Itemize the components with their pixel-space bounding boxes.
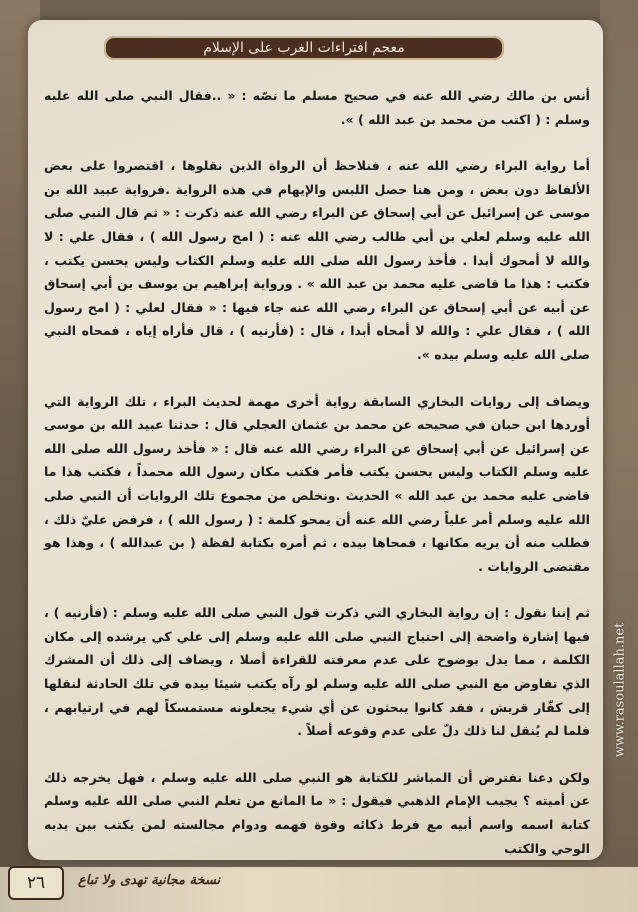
paragraph-5: ولكن دعنا نفترض أن المباشر للكتابة هو النبي صلى الله عليه وسلم ، فهل يخرجه ذلك عن أميته ؟ يجيب الإمام الذهبي فيقول : « ما المانع من تعلم النبي صلى الله عليه وسلم كتابة اسمه واسم أبيه مع فرط ذكائه وقوة فهمه ودوام مجالسته لمن يكتب بين يديه الوحي والكتب	[44, 769, 590, 856]
footer-tagline: نسخة مجانية تهدى ولا تباع	[78, 873, 221, 888]
paragraph-2: أما رواية البراء رضي الله عنه ، فنلاحظ أن الرواة الذين نقلوها ، اقتصروا على بعض الألفاظ دون بعض ، ومن هنا حصل اللبس والإيهام في هذه الرواية .فرواية عبيد الله بن موسى عن إسرائيل عن أبي إسحاق عن البراء رضي الله عنه ذكرت : « ثم قال النبي صلى الله عليه وسلم لعلي بن أبي طالب رضي الله عنه : ( امح رسول الله ) ، فقال علي : لا والله لا أمحوك أبدا . فأخذ رسول الله صلى الله عليه وسلم الكتاب وليس يحسن يكتب ، فكتب : هذا ما قاضى عليه محمد بن عبد الله » . ورواية إبراهيم بن يوسف بن أبي إسحاق عن أبيه عن أبي إسحاق عن البراء رضي الله عنه جاء فيها : « فقال لعلي : ( امح رسول الله ) ، فقال علي : والله لا أمحاه أبدا ، قال : (فأرنيه ) ، قال فأراه إياه ، فمحاه النبي صلى الله عليه وسلم بيده ».	[44, 158, 590, 362]
page-title: معجم افتراءات الغرب على الإسلام	[203, 40, 405, 56]
header-title-banner	[104, 36, 504, 60]
website-url-text: www.rasoulallah.net	[612, 622, 628, 758]
side-website-url	[610, 540, 630, 840]
page-number: ٢٦	[26, 873, 46, 893]
article-body	[44, 84, 590, 860]
paragraph-1: أنس بن مالك رضي الله عنه في صحيح مسلم ما نصّه : « ..فقال النبي صلى الله عليه وسلم : ( اكتب من محمد بن عبد الله ) ».	[44, 88, 590, 127]
paragraph-4: ثم إننا نقول : إن رواية البخاري التي ذكرت قول النبي صلى الله عليه وسلم : (فأرنيه ) ، فيها إشارة واضحة إلى احتياج النبي صلى الله عليه وسلم إلى علي كي يرشده إلى مكان الكلمة ، مما يدل بوضوح على عدم معرفته للقراءة أصلا ، ويضاف إلى ذلك أن المشرك الذي تفاوض مع النبي صلى الله عليه وسلم لو رآه يكتب شيئا بيده في تلك الحادثة لنقلها إلى كفّار قريش ، فقد كانوا يبحثون عن أي شيء يجعلونه مستمسكاً لهم في ارتيابهم ، فلما لم يُنقل لنا ذلك دلّ على عدم وقوعه أصلاً .	[44, 605, 590, 739]
paragraph-3: ويضاف إلى روايات البخاري السابقة رواية أخرى مهمة لحديث البراء ، تلك الرواية التي أوردها ابن حبان في صحيحه عن محمد بن عثمان العجلي قال : حدثنا عبيد الله بن موسى عن إسرائيل عن أبي إسحاق عن البراء رضي الله عنه قال : « فأخذ رسول الله صلى الله عليه وسلم الكتاب وليس يحسن يكتب فأمر فكتب مكان رسول الله محمداً ، فكتب هذا ما قاضى عليه محمد بن عبد الله » الحديث .ونخلص من مجموع تلك الروايات أن النبي صلى الله عليه وسلم أمر علياً رضي الله عنه أن يمحو كلمة : ( رسول الله ) ، فرفض عليّ ذلك ، فطلب منه أن يريه مكانها ، فمحاها بيده ، ثم أمره بكتابة لفظة ( بن عبدالله ) ، وهذا هو مقتضى الروايات .	[44, 393, 590, 574]
page-number-box	[8, 866, 64, 900]
